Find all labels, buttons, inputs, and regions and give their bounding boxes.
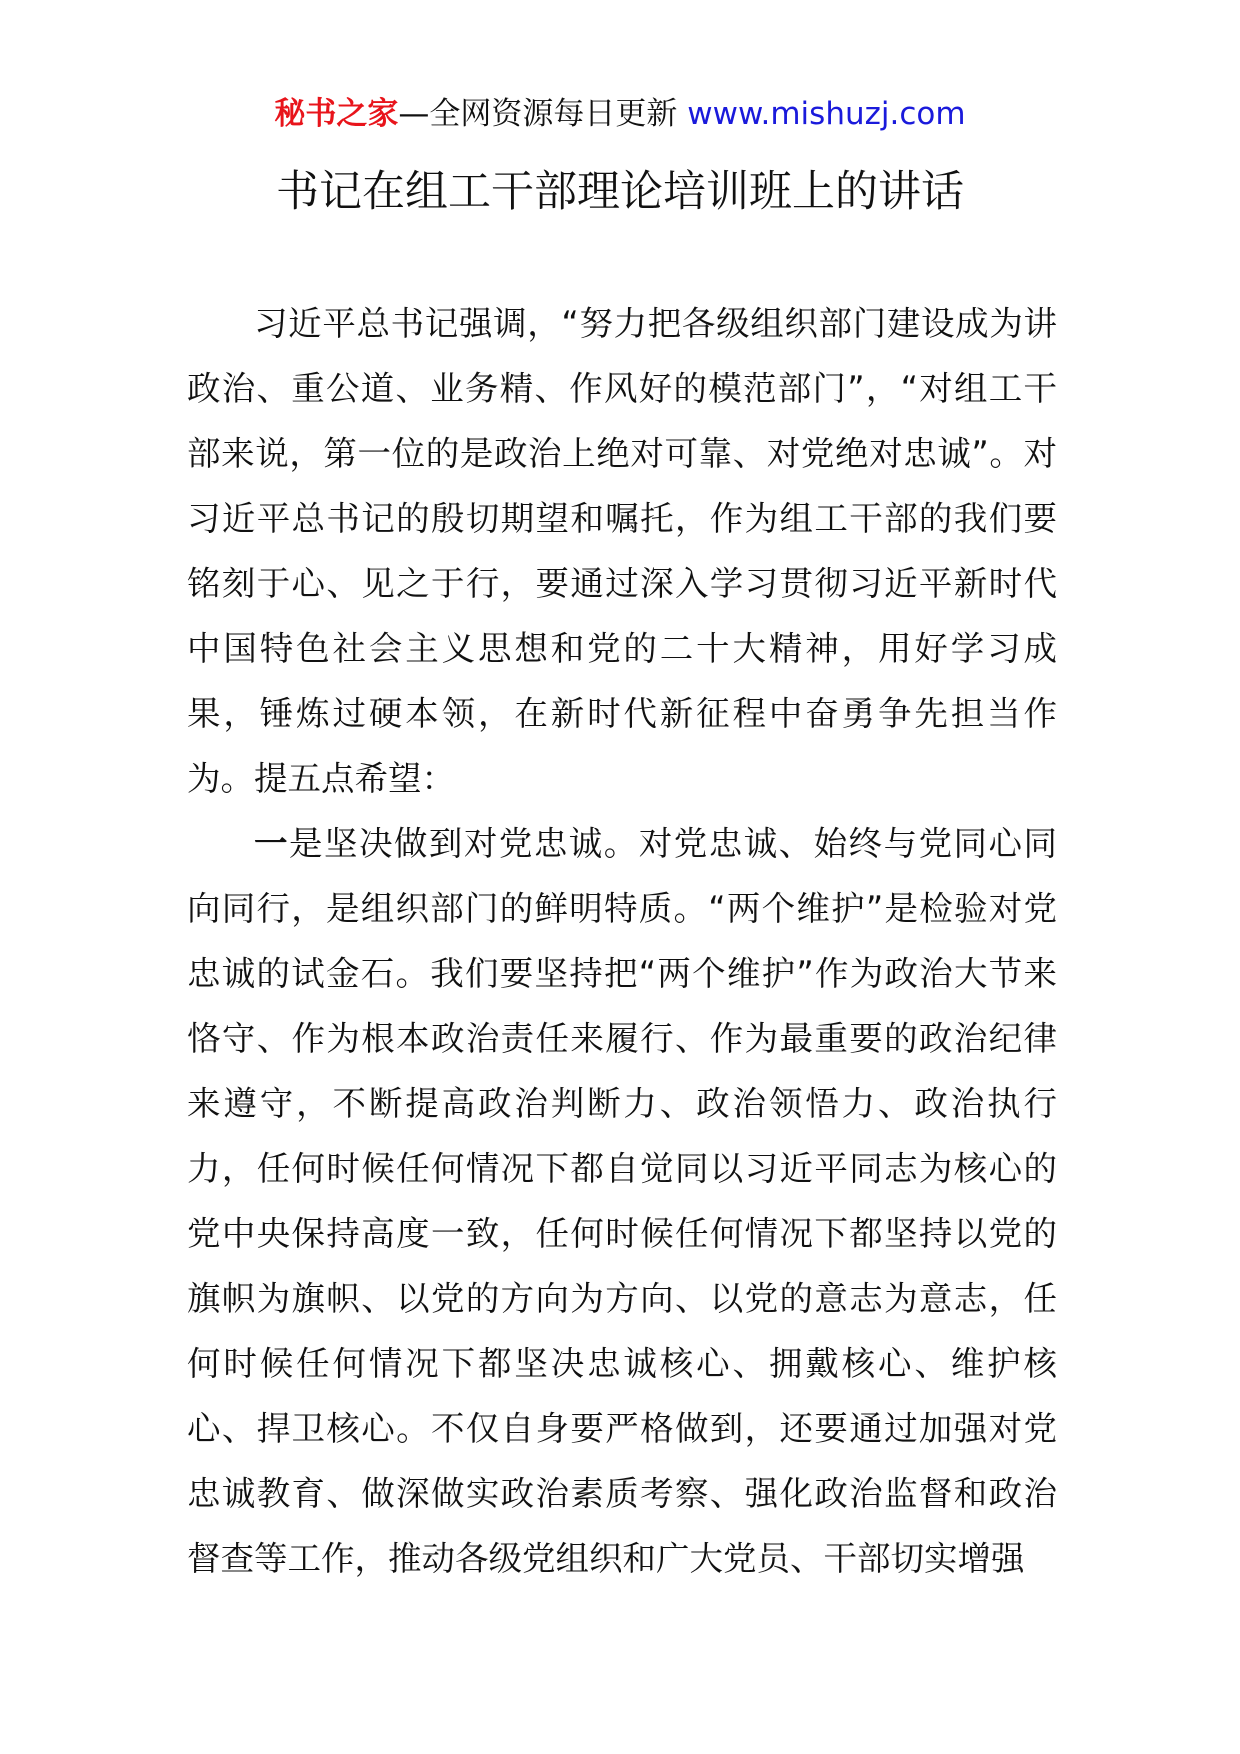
paragraph-text: 是坚决做到对党忠诚。对党忠诚、始终与党同心同向同行，是组织部门的鲜明特质。“两个维护”是检验对党忠诚的试金石。我们要坚持把“两个维护”作为政治大节来恪守、作为根本政治责任来履行、作为最重要的政治纪律来遵守，不断提高政治判断力、政治领悟力、政治执行力，任何时候任何情况下都自觉同以习近平同志为核心的党中央保持高度一致，任何时候任何情况下都坚持以党的旗帜为旗帜、以党的方向为方向、以党的意志为意志，任何时候任何情况下都坚决忠诚核心、拥戴核心、维护核心、捍卫核心。不仅自身要严格做到，还要通过加强对党忠诚教育、做深做实政治素质考察、强化政治监督和政治督查等工作，推动各级党组织和广大党员、干部切实增强: [187, 824, 1058, 1578]
site-brand: 秘书之家: [274, 96, 399, 132]
document-title: 书记在组工干部理论培训班上的讲话: [276, 167, 964, 217]
site-header: [0, 92, 1240, 136]
site-url-link[interactable]: www.mishuzj.com: [687, 96, 966, 132]
document-body: [187, 291, 1057, 1591]
site-tagline: —全网资源每日更新: [398, 96, 678, 132]
paragraph-text: 习近平总书记强调，“努力把各级组织部门建设成为讲政治、重公道、业务精、作风好的模范部门”，“对组工干部来说，第一位的是政治上绝对可靠、对党绝对忠诚”。对习近平总书记的殷切期望和嘱托，作为组工干部的我们要铭刻于心、见之于行，要通过深入学习贯彻习近平新时代中国特色社会主义思想和党的二十大精神，用好学习成果，锤炼过硬本领，在新时代新征程中奋勇争先担当作为。提五点希望：: [187, 304, 1057, 798]
paragraph-point-one: [187, 811, 1057, 1591]
paragraph-lead: 一: [254, 824, 289, 863]
paragraph-intro: [187, 291, 1057, 811]
